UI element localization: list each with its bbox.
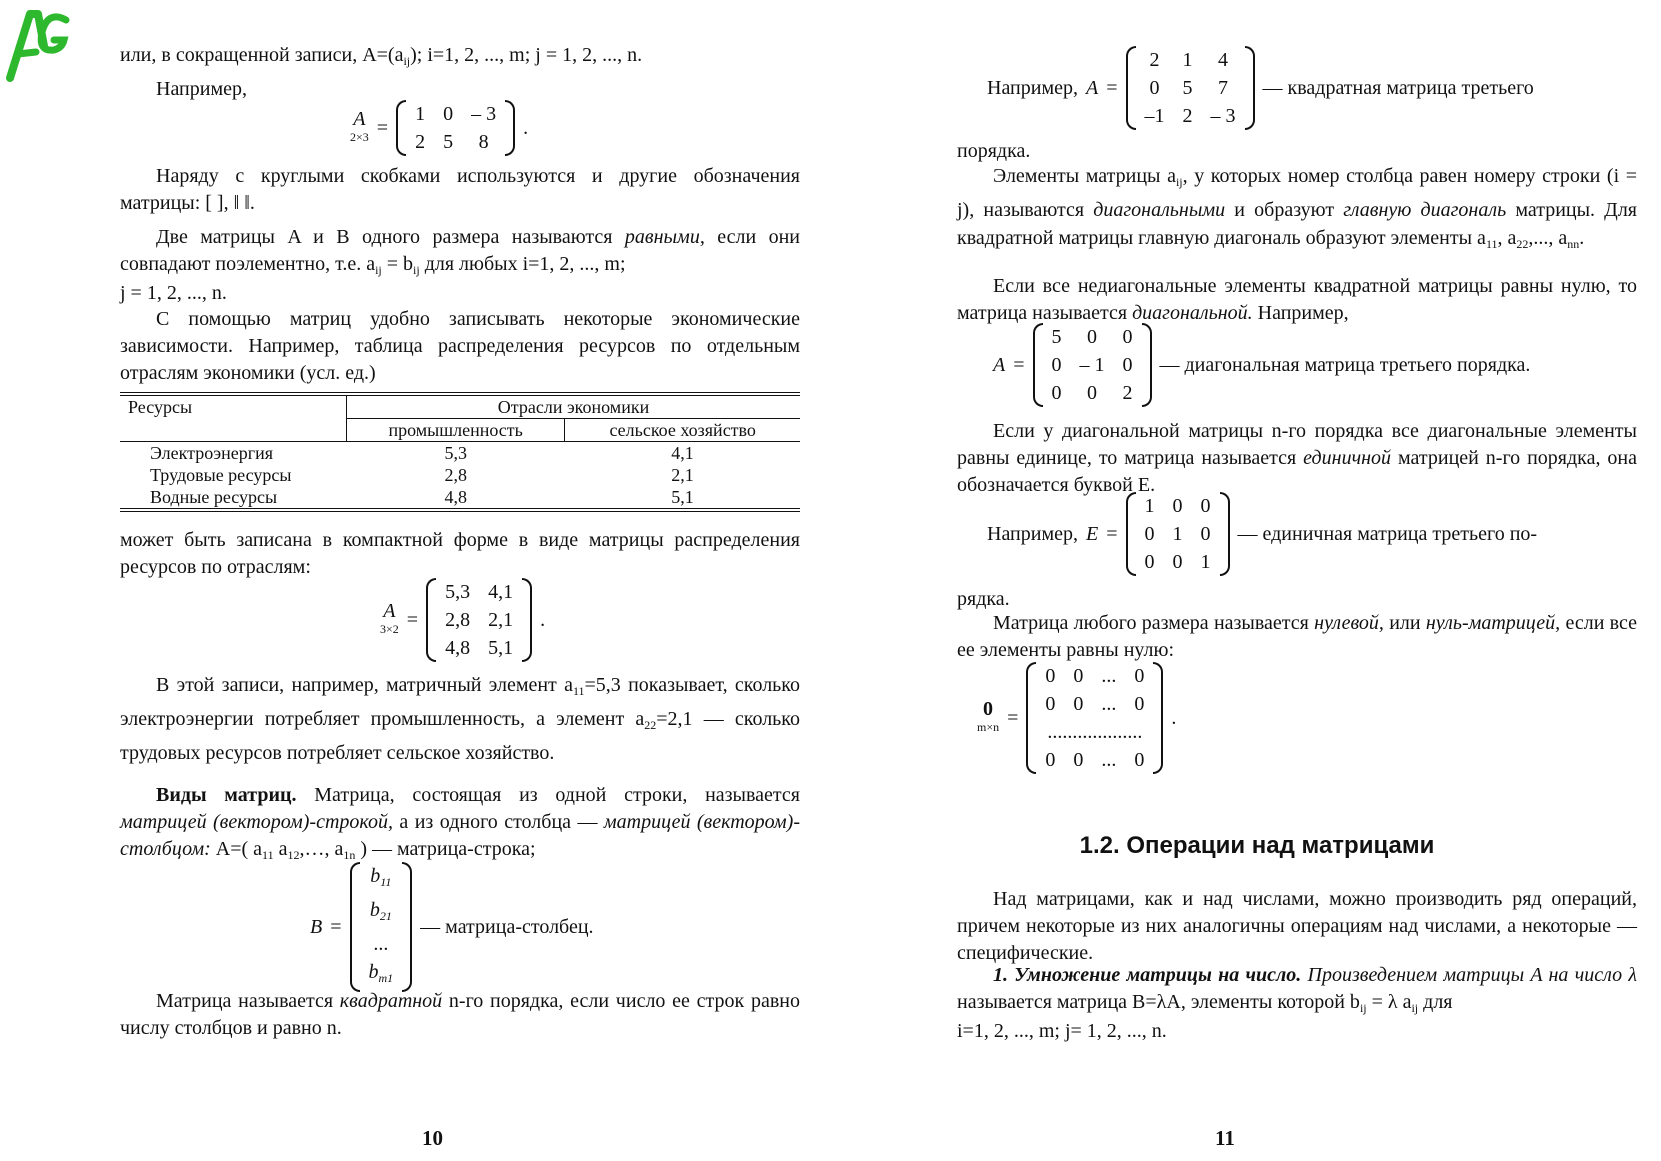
paragraph-econ: С помощью матриц удобно записывать некоторые экономические зависимости. Например, таблица распределения ресурсов по отдельным отраслям экономики (усл. ед.)	[120, 308, 800, 384]
matrix-A-3x3: Например, A = 2 1 4 0 5 7 –1 2 – 3 — квадратная матрица третьего	[957, 46, 1637, 130]
table-row: Трудовые ресурсы 2,8 2,1	[150, 465, 694, 485]
matrix-A-2x3: A 2×3 = 1 0 – 3 2 5 8 .	[350, 100, 528, 156]
page-number-left: 10	[422, 1126, 443, 1150]
paragraph-diagonal: Элементы матрицы $a_{ij}$, у которых номер столбца равен номеру строки (i = j), называются диагональными и образуют главную диагональ матрицы. Для квадратной матрицы главную диагональ образуют элементы $a_{11}$, $a_{22}$,..., $a_{nn}$.	[957, 165, 1638, 251]
table-row: Электроэнергия 5,3 4,1	[120, 442, 800, 465]
paragraph-diag-matrix: Если все недиагональные элементы квадратной матрицы равны нулю, то матрица называется диагональной. Например,	[957, 275, 1637, 324]
paragraph-unit: Если у диагональной матрицы n-го порядка все диагональные элементы равны единице, то матрица называется единичной матрицей n-го порядка, она обозначается буквой E.	[957, 420, 1637, 496]
paragraph-operations: Над матрицами, как и над числами, можно производить ряд операций, причем некоторые из них аналогичны операциям над числами, а некоторые — специфические.	[957, 888, 1637, 964]
paragraph-kinds: Виды матриц. Матрица, состоящая из одной строки, называется матрицей (вектором)-строкой, а из одного столбца — матрицей (вектором)-столбцом: A=( $a_{11}$ $a_{12},\dots$, $a_{1n}$ ) — матрица-строка;	[120, 784, 800, 862]
left-line1: или, в сокращенной записи, $A=(a_{ij})$; i=1, 2, ..., m; j = 1, 2, ..., n.	[120, 44, 643, 68]
col-header-resources: Ресурсы	[120, 394, 347, 442]
matrix-B-column: B = $b_{11}$ $b_{21}$ ... $b_{m1}$ — матрица-столбец.	[310, 862, 594, 992]
paragraph-square: Матрица называется квадратной n-го порядка, если число ее строк равно числу столбцов и равно n.	[120, 990, 800, 1039]
matrix-A-3x2: A 3×2 = 5,3 4,1 2,8 2,1 4,8 5,1 .	[380, 578, 545, 662]
left-page	[120, 0, 800, 1161]
left-example-label: Например,	[156, 78, 247, 100]
matrix-identity: Например, E = 1 0 0 0 1 0 0 0 1 — единичная матрица третьего по-	[957, 492, 1637, 576]
matrix-zero: 0 m×n = 0 0 ... 0 0 0 ... 0 ................... 0 0 ... 0 .	[957, 662, 1176, 774]
paragraph-brackets: Наряду с круглыми скобками используются и другие обозначения матрицы: [ ], ‖ ‖.	[120, 165, 800, 214]
col-header-agriculture: сельское хозяйство	[565, 419, 800, 442]
paragraph-compact: может быть записана в компактной форме в виде матрицы распределения ресурсов по отраслям:	[120, 529, 800, 578]
order-word-2: рядка.	[957, 588, 1010, 610]
logo-ag	[4, 6, 74, 86]
order-word: порядка.	[957, 140, 1031, 162]
right-page	[957, 0, 1637, 1161]
paragraph-record: В этой записи, например, матричный элемент $a_{11}=5,3$ показывает, сколько электроэнергии потребляет промышленность, а элемент $a_{22}=2,1$ — сколько трудовых ресурсов потребляет сельское хозяйство.	[120, 674, 800, 764]
page-number-right: 11	[1215, 1126, 1235, 1150]
paragraph-equal: Две матрицы A и B одного размера называются равными, если они совпадают поэлементно, т.е. $a_{ij} = b_{ij}$ для любых i=1, 2, ..., m;	[120, 226, 801, 277]
matrix-diagonal: A = 5 0 0 0 – 1 0 0 0 2 — диагональная матрица третьего порядка.	[957, 323, 1637, 407]
section-heading: 1.2. Операции над матрицами	[1079, 832, 1435, 859]
table-row: Водные ресурсы 4,8 5,1	[120, 486, 800, 510]
paragraph-equal-end: j = 1, 2, ..., n.	[120, 282, 227, 304]
col-header-industry: промышленность	[347, 419, 565, 442]
paragraph-scalar-mult: 1. Умножение матрицы на число. Произведением матрицы A на число λ называется матрица B=λA, элементы которой $b_{ij} = \lambda$ $a_{ij}$ для	[957, 964, 1637, 1015]
col-header-sectors: Отрасли экономики	[347, 394, 801, 419]
resources-table	[120, 392, 800, 512]
index-range: i=1, 2, ..., m; j= 1, 2, ..., n.	[957, 1020, 1167, 1042]
paragraph-zero: Матрица любого размера называется нулевой, или нуль-матрицей, если все ее элементы равны нулю:	[957, 612, 1637, 661]
